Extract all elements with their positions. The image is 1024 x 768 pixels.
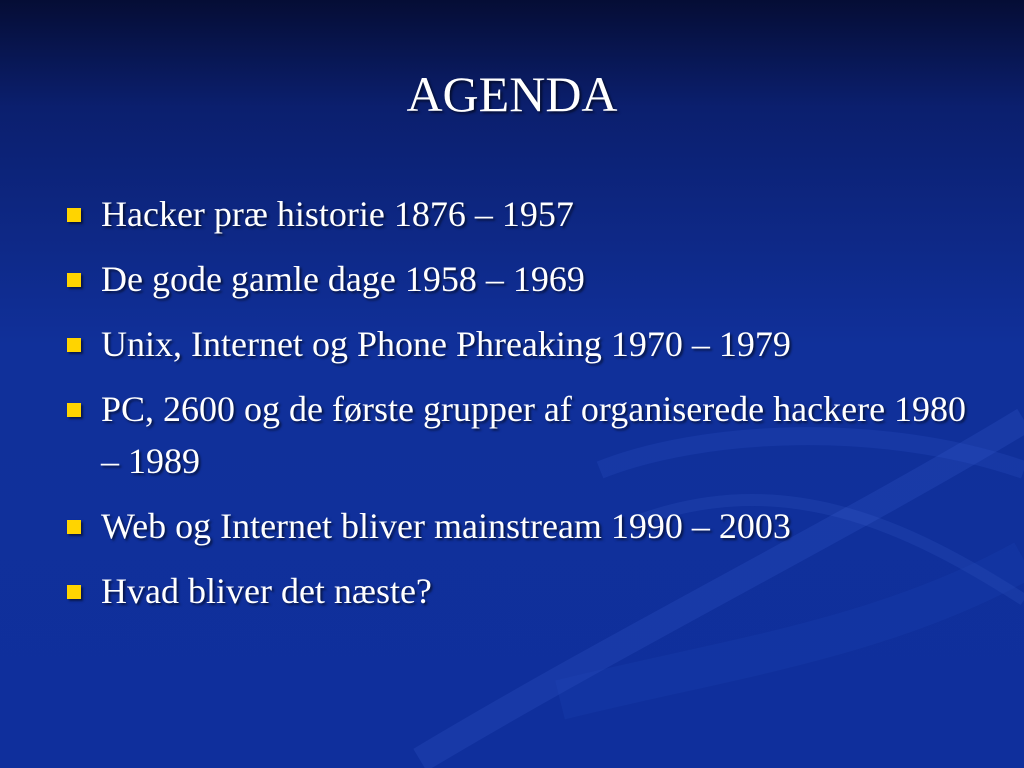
agenda-item <box>60 318 990 370</box>
agenda-item-text: Hvad bliver det næste? <box>101 571 432 611</box>
agenda-list <box>60 188 990 630</box>
agenda-item-text: De gode gamle dage 1958 – 1969 <box>101 259 585 299</box>
agenda-item <box>60 188 990 240</box>
bullet-square-icon <box>67 403 81 417</box>
bullet-square-icon <box>67 273 81 287</box>
agenda-item <box>60 383 990 487</box>
slide-title: AGENDA <box>406 66 618 122</box>
bullet-square-icon <box>67 338 81 352</box>
agenda-item <box>60 253 990 305</box>
bullet-square-icon <box>67 208 81 222</box>
bullet-square-icon <box>67 585 81 599</box>
agenda-item-text: PC, 2600 og de første grupper af organiserede hackere 1980 – 1989 <box>101 389 967 481</box>
agenda-item-text: Hacker præ historie 1876 – 1957 <box>101 194 574 234</box>
agenda-item-text: Unix, Internet og Phone Phreaking 1970 – 1979 <box>101 324 791 364</box>
agenda-item <box>60 500 990 552</box>
bullet-square-icon <box>67 520 81 534</box>
agenda-item-text: Web og Internet bliver mainstream 1990 – 2003 <box>101 506 791 546</box>
agenda-item <box>60 565 990 617</box>
